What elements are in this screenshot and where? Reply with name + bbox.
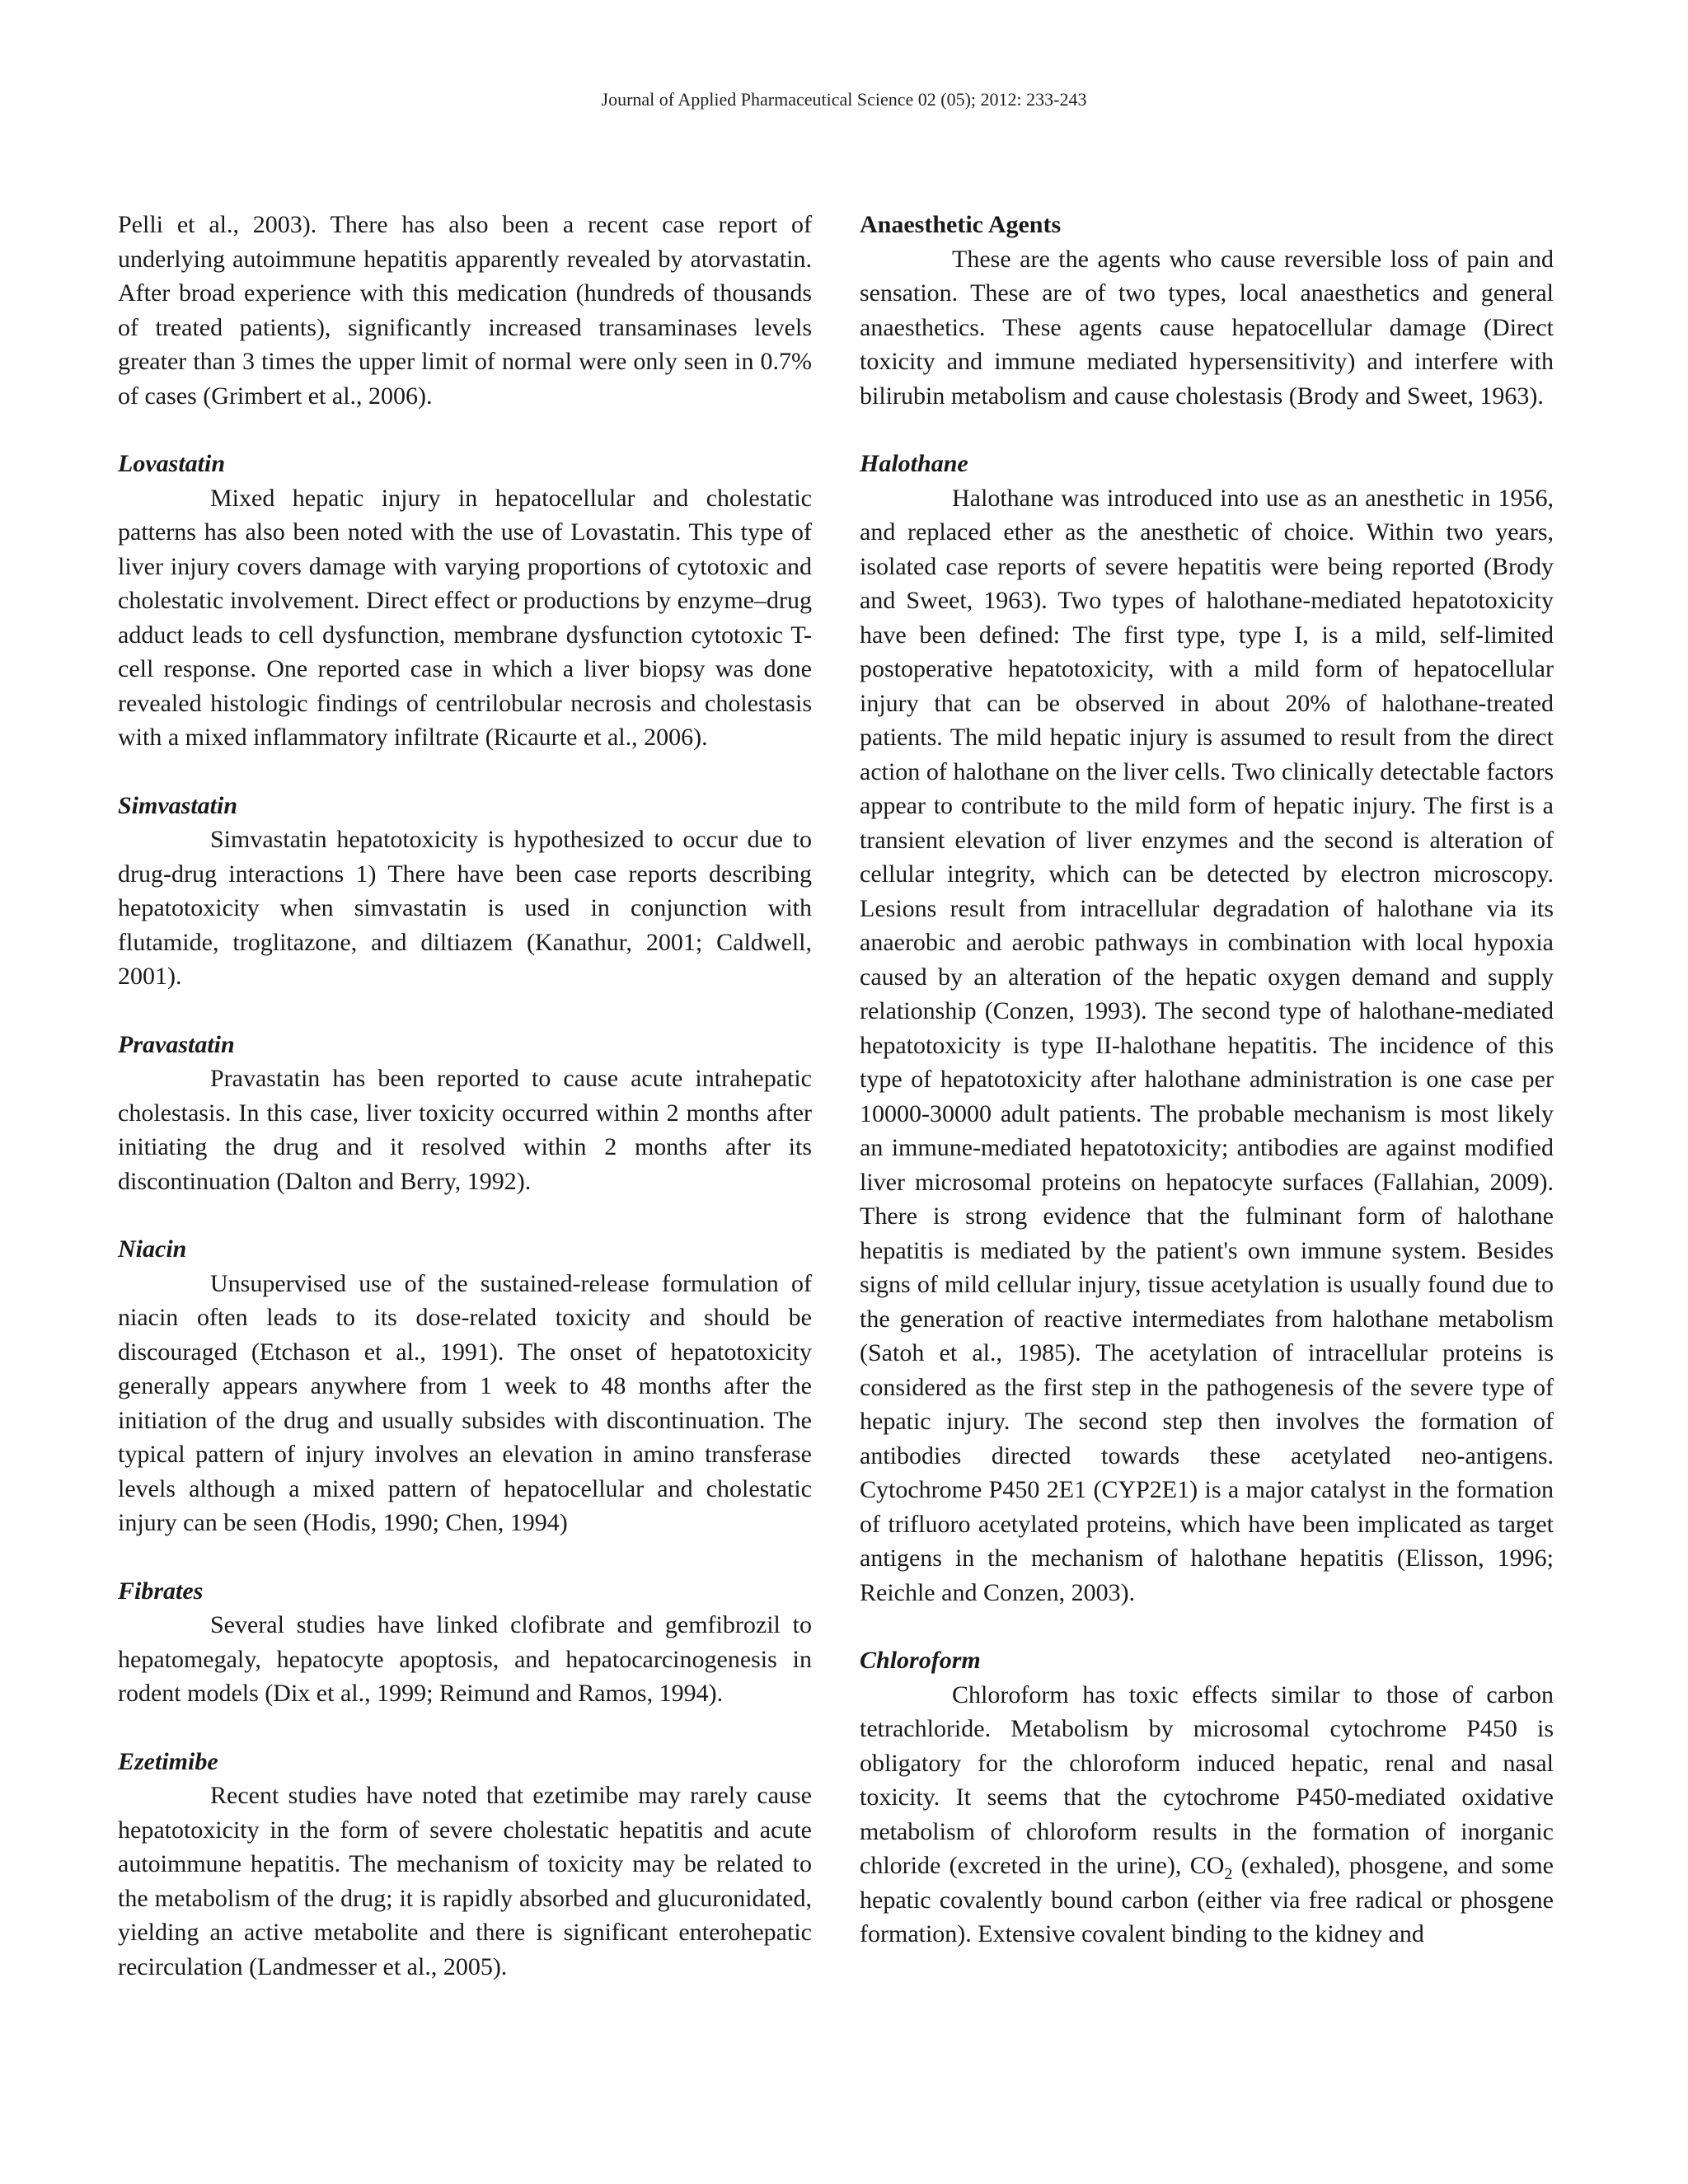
heading-pravastatin: Pravastatin (118, 1030, 235, 1058)
heading-fibrates: Fibrates (118, 1577, 204, 1605)
heading-chloroform: Chloroform (860, 1647, 981, 1674)
section-fibrates (118, 1574, 812, 1711)
heading-halothane: Halothane (860, 450, 968, 477)
paragraph-niacin: Unsupervised use of the sustained-release formulation of niacin often leads to its dose-related toxicity and should be discouraged (Etchason et al., 1991). The onset of hepatotoxicity generally appears anywhere from 1 week to 48 months after the initiation of the drug and usually subsides with discontinuation. The typical pattern of injury involves an elevation in amino transferase levels although a mixed pattern of hepatocellular and cholestatic injury can be seen (Hodis, 1990; Chen, 1994) (118, 1269, 812, 1536)
co2-subscript: 2 (1224, 1865, 1233, 1883)
paragraph-anaesthetic-agents: These are the agents who cause reversible loss of pain and sensation. These are of two types, local anaesthetics and general anaesthetics. These agents cause hepatocellular damage (Direct toxicity and immune mediated hypersensitivity) and interfere with bilirubin metabolism and cause cholestasis (Brody and Sweet, 1963). (860, 245, 1554, 410)
paragraph-simvastatin: Simvastatin hepatotoxicity is hypothesized to occur due to drug-drug interactions 1) There have been case reports describing hepatotoxicity when simvastatin is used in conjunction with flutamide, troglitazone, and diltiazem (Kanathur, 2001; Caldwell, 2001). (118, 826, 812, 990)
left-column (118, 208, 812, 1984)
paragraph-fibrates: Several studies have linked clofibrate and gemfibrozil to hepatomegaly, hepatocyte apoptosis, and hepatocarcinogenesis in rodent models (Dix et al., 1999; Reimund and Ramos, 1994). (118, 1611, 812, 1707)
intro-paragraph: Pelli et al., 2003). There has also been a recent case report of underlying autoimmune hepatitis apparently revealed by atorvastatin. After broad experience with this medication (hundreds of thousands of treated patients), significantly increased transaminases levels greater than 3 times the upper limit of normal were only seen in 0.7% of cases (Grimbert et al., 2006). (118, 211, 812, 410)
section-halothane (860, 447, 1554, 1610)
right-column (860, 208, 1554, 1952)
heading-simvastatin: Simvastatin (118, 791, 238, 819)
section-lovastatin (118, 447, 812, 755)
paragraph-lovastatin: Mixed hepatic injury in hepatocellular and cholestatic patterns has also been noted with the use of Lovastatin. This type of liver injury covers damage with varying proportions of cytotoxic and cholestatic involvement. Direct effect or productions by enzyme–drug adduct leads to cell dysfunction, membrane dysfunction cytotoxic T-cell response. One reported case in which a liver biopsy was done revealed histologic findings of centrilobular necrosis and cholestasis with a mixed inflammatory infiltrate (Ricaurte et al., 2006). (118, 484, 812, 751)
heading-lovastatin: Lovastatin (118, 450, 226, 477)
section-chloroform (860, 1643, 1554, 1952)
running-header: Journal of Applied Pharmaceutical Science 02 (05); 2012: 233-243 (601, 89, 1087, 110)
section-simvastatin (118, 789, 812, 994)
paragraph-chloroform (860, 1678, 1554, 1952)
section-pravastatin (118, 1028, 812, 1199)
section-niacin (118, 1232, 812, 1540)
paragraph-ezetimibe: Recent studies have noted that ezetimibe may rarely cause hepatotoxicity in the form of severe cholestatic hepatitis and acute autoimmune hepatitis. The mechanism of toxicity may be related to the metabolism of the drug; it is rapidly absorbed and glucuronidated, yielding an active metabolite and there is significant enterohepatic recirculation (Landmesser et al., 2005). (118, 1782, 812, 1980)
section-anaesthetic-agents (860, 208, 1554, 413)
section-ezetimibe (118, 1745, 812, 1985)
heading-niacin: Niacin (118, 1235, 187, 1263)
paragraph-halothane: Halothane was introduced into use as an anesthetic in 1956, and replaced ether as the anesthetic of choice. Within two years, isolated case reports of severe hepatitis were being reported (Brody and Sweet, 1963). Two types of halothane-mediated hepatotoxicity have been defined: The first type, type I, is a mild, self-limited postoperative hepatotoxicity, with a mild form of hepatocellular injury that can be observed in about 20% of halothane-treated patients. The mild hepatic injury is assumed to result from the direct action of halothane on the liver cells. Two clinically detectable factors appear to contribute to the mild form of hepatic injury. The first is a transient elevation of liver enzymes and the second is alteration of cellular integrity, which can be detected by electron microscopy. Lesions result from intracellular degradation of halothane via its anaerobic and aerobic pathways in combination with local hypoxia caused by an alteration of the hepatic oxygen demand and supply relationship (Conzen, 1993). The second type of halothane-mediated hepatotoxicity is type II-halothane hepatitis. The incidence of this type of hepatotoxicity after halothane administration is one case per 10000-30000 adult patients. The probable mechanism is most likely an immune-mediated hepatotoxicity; antibodies are against modified liver microsomal proteins on hepatocyte surfaces (Fallahian, 2009). There is strong evidence that the fulminant form of halothane hepatitis is mediated by the patient's own immune system. Besides signs of mild cellular injury, tissue acetylation is usually found due to the generation of reactive intermediates from halothane metabolism (Satoh et al., 1985). The acetylation of intracellular proteins is considered as the first step in the pathogenesis of the severe type of hepatic injury. The second step then involves the formation of antibodies directed towards these acetylated neo-antigens. Cytochrome P450 2E1 (CYP2E1) is a major catalyst in the formation of trifluoro acetylated proteins, which have been implicated as target antigens in the mechanism of halothane hepatitis (Elisson, 1996; Reichle and Conzen, 2003). (860, 484, 1554, 1606)
heading-anaesthetic-agents: Anaesthetic Agents (860, 211, 1062, 238)
chloroform-text-part-1: Chloroform has toxic effects similar to those of carbon tetrachloride. Metabolism by microsomal cytochrome P450 is obligatory for the chloroform induced hepatic, renal and nasal toxicity. It seems that the cytochrome P450-mediated oxidative metabolism of chloroform results in the formation of inorganic chloride (excreted in the urine), CO (860, 1680, 1554, 1879)
chloroform-text-part-2: (exhaled), phosgene, and some hepatic covalently bound carbon (either via free radical or phosgene formation). Extensive covalent binding to the kidney and (860, 1852, 1554, 1947)
paragraph-pravastatin: Pravastatin has been reported to cause acute intrahepatic cholestasis. In this case, liver toxicity occurred within 2 months after initiating the drug and it resolved within 2 months after its discontinuation (Dalton and Berry, 1992). (118, 1065, 812, 1195)
section-intro (118, 208, 812, 413)
heading-ezetimibe: Ezetimibe (118, 1747, 218, 1775)
